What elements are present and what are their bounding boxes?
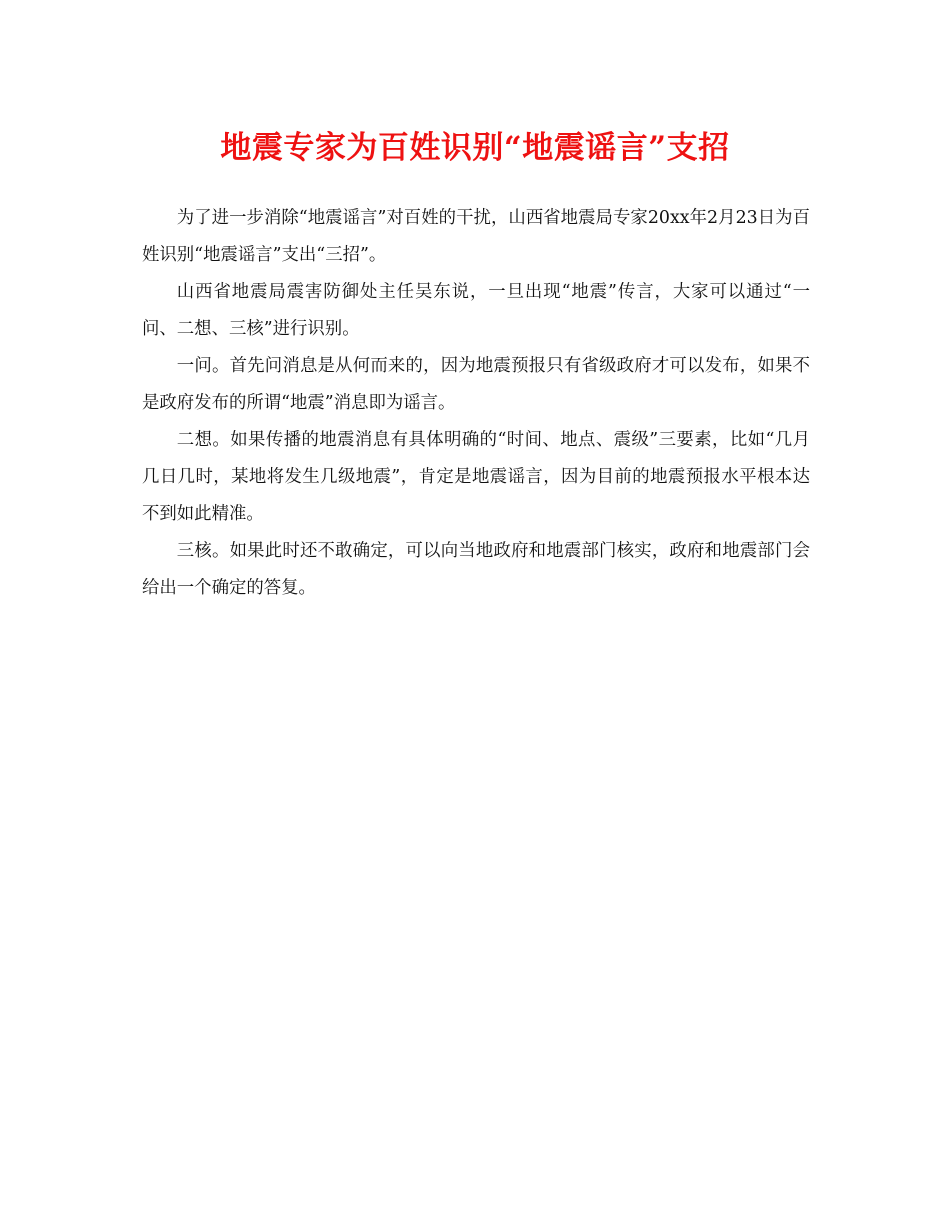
paragraph-4: 二想。如果传播的地震消息有具体明确的“时间、地点、震级”三要素，比如“几月几日几时，某地将发生几级地震”，肯定是地震谣言，因为目前的地震预报水平根本达不到如此精准。 (142, 430, 810, 524)
paragraph-5: 三核。如果此时还不敢确定，可以向当地政府和地震部门核实，政府和地震部门会给出一个确定的答复。 (142, 541, 810, 598)
paragraph-1: 为了进一步消除“地震谣言”对百姓的干扰，山西省地震局专家20xx年2月23日为百姓识别“地震谣言”支出“三招”。 (142, 208, 810, 265)
document-title: 地震专家为百姓识别“地震谣言”支招 (220, 130, 730, 166)
paragraph-2: 山西省地震局震害防御处主任吴东说，一旦出现“地震”传言，大家可以通过“一问、二想、三核”进行识别。 (142, 282, 810, 339)
paragraph-3: 一问。首先问消息是从何而来的，因为地震预报只有省级政府才可以发布，如果不是政府发布的所谓“地震”消息即为谣言。 (142, 356, 810, 413)
document-body (142, 200, 810, 607)
